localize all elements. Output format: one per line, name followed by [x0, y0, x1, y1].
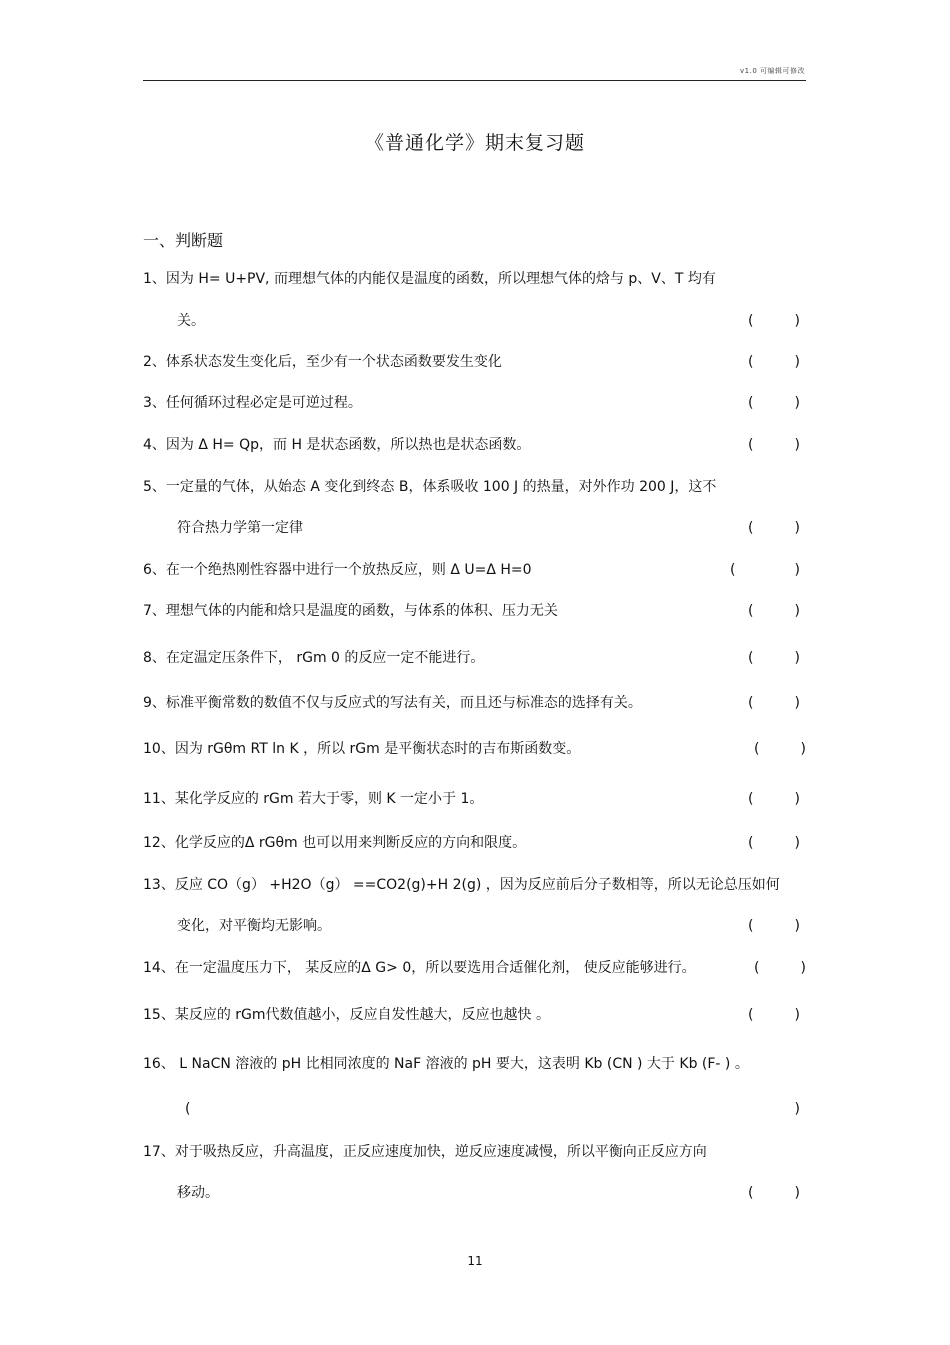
- question-text: 12、化学反应的Δ rGθm 也可以用来判断反应的方向和限度。: [143, 835, 527, 851]
- paren-open: (: [748, 603, 754, 619]
- paren-open: (: [748, 354, 754, 370]
- paren-open: (: [748, 835, 754, 851]
- question-line: [143, 692, 808, 714]
- paren-open: (: [748, 650, 754, 666]
- question-text: 变化，对平衡均无影响。: [177, 918, 331, 934]
- question-line: [143, 559, 808, 581]
- paren-open: (: [748, 1007, 754, 1023]
- question-line: [143, 788, 808, 810]
- paren-close: ): [800, 741, 806, 757]
- answer-blank[interactable]: [748, 392, 800, 414]
- question-line: [143, 517, 808, 539]
- answer-blank[interactable]: [748, 832, 800, 854]
- question-line: [143, 600, 808, 622]
- paren-open: (: [185, 1101, 191, 1117]
- answer-blank[interactable]: [748, 647, 800, 669]
- question-line: [143, 915, 808, 937]
- question-line: [143, 1141, 808, 1163]
- answer-blank[interactable]: [748, 310, 800, 332]
- paren-open: (: [748, 313, 754, 329]
- question-line: [143, 1004, 808, 1026]
- paren-open: (: [748, 791, 754, 807]
- question-text: 关。: [177, 313, 205, 329]
- question-text: 5、一定量的气体，从始态 A 变化到终态 B，体系吸收 100 J 的热量，对外作功 200 J，这不: [143, 479, 717, 495]
- answer-blank[interactable]: [754, 957, 806, 979]
- paren-close: ): [794, 313, 800, 329]
- paren-close: ): [794, 520, 800, 536]
- paren-close: ): [794, 791, 800, 807]
- question-line: [143, 434, 808, 456]
- paren-open: (: [748, 1185, 754, 1201]
- question-text: 2、体系状态发生变化后，至少有一个状态函数要发生变化: [143, 354, 502, 370]
- question-text: 移动。: [177, 1185, 219, 1201]
- question-line: [143, 476, 808, 498]
- paren-close: ): [794, 918, 800, 934]
- question-text: 14、在一定温度压力下， 某反应的Δ G> 0，所以要选用合适催化剂， 使反应能够进行。: [143, 960, 696, 976]
- question-text: 1、因为 H= U+PV, 而理想气体的内能仅是温度的函数，所以理想气体的焓与 p、V、T 均有: [143, 271, 716, 287]
- question-line: [143, 392, 808, 414]
- paren-open: (: [748, 918, 754, 934]
- paren-open: (: [754, 960, 760, 976]
- question-line: [143, 351, 808, 373]
- document-title: 《普通化学》期末复习题: [364, 132, 585, 154]
- answer-blank[interactable]: [748, 1182, 800, 1204]
- paren-open: (: [748, 437, 754, 453]
- page-number: 11: [467, 1254, 483, 1268]
- question-line: [143, 874, 808, 896]
- question-line: [143, 268, 808, 290]
- paren-close: ): [800, 960, 806, 976]
- question-text: 7、理想气体的内能和焓只是温度的函数，与体系的体积、压力无关: [143, 603, 558, 619]
- paren-close: ): [794, 695, 800, 711]
- answer-blank[interactable]: [748, 434, 800, 456]
- question-text: 符合热力学第一定律: [177, 520, 303, 536]
- answer-blank[interactable]: [748, 692, 800, 714]
- answer-blank[interactable]: [754, 738, 806, 760]
- answer-blank[interactable]: [748, 351, 800, 373]
- question-text: 6、在一个绝热刚性容器中进行一个放热反应，则 Δ U=Δ H=0: [143, 562, 532, 578]
- answer-blank[interactable]: [748, 788, 800, 810]
- question-text: 13、反应 CO（g） +H2O（g） ==CO2(g)+H 2(g) ，因为反应前后分子数相等，所以无论总压如何: [143, 877, 780, 893]
- paren-close: ): [794, 562, 800, 578]
- paren-close: ): [794, 835, 800, 851]
- paren-close: ): [794, 1185, 800, 1201]
- question-line: [143, 310, 808, 332]
- question-text: 9、标准平衡常数的数值不仅与反应式的写法有关，而且还与标准态的选择有关。: [143, 695, 642, 711]
- answer-blank[interactable]: [185, 1098, 800, 1120]
- question-text: 10、因为 rGθm RT ln K ，所以 rGm 是平衡状态时的吉布斯函数变。: [143, 741, 581, 757]
- question-line: [143, 1098, 808, 1120]
- answer-blank[interactable]: [748, 600, 800, 622]
- paren-close: ): [794, 437, 800, 453]
- paren-close: ): [794, 354, 800, 370]
- answer-blank[interactable]: [730, 559, 800, 581]
- question-line: [143, 957, 808, 979]
- question-text: 3、任何循环过程必定是可逆过程。: [143, 395, 362, 411]
- header-tag: v1.0 可编辑可修改: [740, 67, 805, 75]
- answer-blank[interactable]: [748, 1004, 800, 1026]
- paren-open: (: [730, 562, 736, 578]
- question-text: 4、因为 Δ H= Qp，而 H 是状态函数，所以热也是状态函数。: [143, 437, 531, 453]
- paren-close: ): [794, 395, 800, 411]
- paren-close: ): [794, 603, 800, 619]
- question-line: [143, 738, 808, 760]
- answer-blank[interactable]: [748, 517, 800, 539]
- paren-open: (: [754, 741, 760, 757]
- question-line: [143, 1182, 808, 1204]
- section-heading: 一、判断题: [143, 231, 224, 250]
- question-line: [143, 1053, 808, 1075]
- paren-close: ): [794, 650, 800, 666]
- header-rule: [143, 80, 806, 81]
- answer-blank[interactable]: [748, 915, 800, 937]
- question-text: 15、某反应的 rGm代数值越小，反应自发性越大，反应也越快 。: [143, 1007, 550, 1023]
- paren-open: (: [748, 695, 754, 711]
- question-line: [143, 647, 808, 669]
- question-text: 8、在定温定压条件下， rGm 0 的反应一定不能进行。: [143, 650, 485, 666]
- question-text: 11、某化学反应的 rGm 若大于零，则 K 一定小于 1。: [143, 791, 484, 807]
- question-text: 16、 L NaCN 溶液的 pH 比相同浓度的 NaF 溶液的 pH 要大，这表明 Kb (CN ) 大于 Kb (F- ) 。: [143, 1056, 749, 1072]
- question-text: 17、对于吸热反应，升高温度，正反应速度加快，逆反应速度减慢，所以平衡向正反应方向: [143, 1144, 707, 1160]
- question-line: [143, 832, 808, 854]
- paren-close: ): [794, 1101, 800, 1117]
- paren-close: ): [794, 1007, 800, 1023]
- paren-open: (: [748, 395, 754, 411]
- paren-open: (: [748, 520, 754, 536]
